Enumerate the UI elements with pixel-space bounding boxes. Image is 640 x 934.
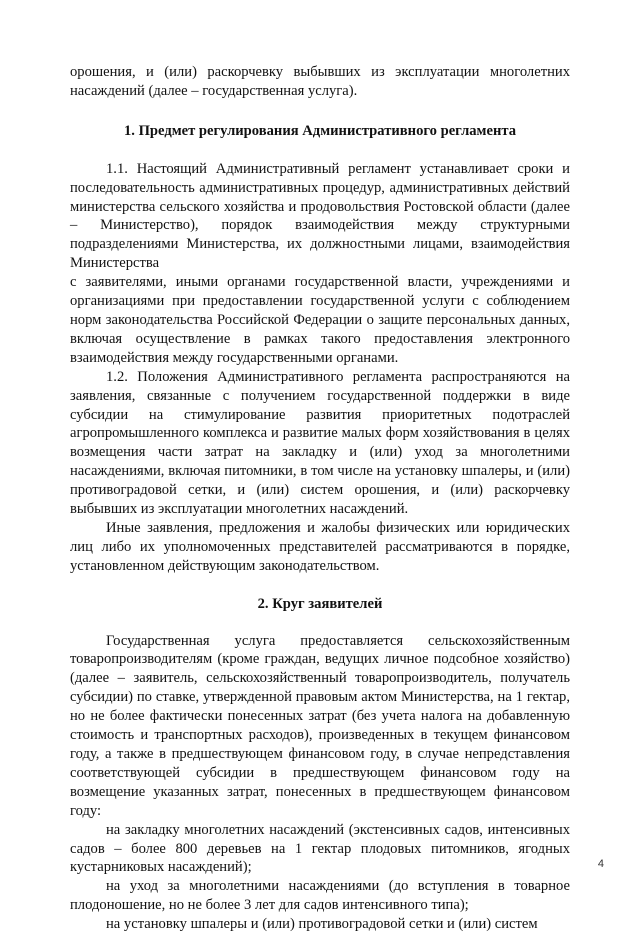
section-1-title: 1. Предмет регулирования Административного регламента bbox=[123, 122, 517, 139]
paragraph-2-1: Государственная услуга предоставляется сельскохозяйственным товаропроизводителям (кроме граждан, ведущих личное подсобное хозяйство) (далее – заявитель, сельскохозяйственный товаропроизводитель, получатель субсидии) по ставке, утвержденной правовым актом Министерства, на 1 гектар, но не более фактически понесенных затрат (без учета налога на добавленную стоимость и транспортных расходов), произведенных в текущем финансовом году, а также в предшествующем финансовом году, в случае непредставления соответствующей субсидии в предшествующем финансовом году на возмещение указанных затрат, понесенных в предшествующем финансовом году: bbox=[70, 632, 570, 819]
paragraph-2-4: на установку шпалеры и (или) противоградовой сетки и (или) систем bbox=[106, 916, 538, 933]
intro-paragraph: орошения, и (или) раскорчевку выбывших из эксплуатации многолетних насаждений (далее – государственная услуга). bbox=[70, 64, 570, 99]
paragraph-2-3: на уход за многолетними насаждениями (до вступления в товарное плодоношение, но не более 3 лет для садов интенсивного типа); bbox=[70, 878, 570, 914]
document-body bbox=[70, 63, 570, 934]
paragraph-1-2: 1.2. Положения Административного регламента распространяются на заявления, связанные с получением государственной поддержки в виде субсидии на стимулирование развития приоритетных подотраслей агропромышленного комплекса и развитие малых форм хозяйствования в целях возмещения части затрат на закладку и (или) уход за многолетними насаждениями, включая питомники, в том числе на установку шпалеры, и (или) противоградовой сетки, и (или) систем орошения, и (или) раскорчевку выбывших из эксплуатации многолетних насаждений. bbox=[70, 368, 570, 518]
paragraph-1-3: Иные заявления, предложения и жалобы физических или юридических лиц либо их уполномоченных представителей рассматриваются в порядке, установленном действующим законодательством. bbox=[70, 519, 570, 574]
paragraph-1-1-part-a: 1.1. Настоящий Административный регламент устанавливает сроки и последовательность административных процедур, административных действий министерства сельского хозяйства и продовольствия Ростовской области (далее – Министерство), порядок взаимодействия между структурными подразделениями Министерства, их должностными лицами, взаимодействия Министерства bbox=[70, 160, 570, 272]
paragraph-2-2: на закладку многолетних насаждений (экстенсивных садов, интенсивных садов – более 800 деревьев на 1 гектар плодовых питомников, ягодных кустарниковых насаждений); bbox=[70, 821, 570, 876]
section-2-title: 2. Круг заявителей bbox=[257, 595, 383, 612]
page-number: 4 bbox=[597, 858, 604, 870]
paragraph-1-1-part-b: с заявителями, иными органами государственной власти, учреждениями и организациями при предоставлении государственной услуги с соблюдением норм законодательства Российской Федерации о защите персональных данных, включая осуществление в рамках такого предоставления электронного взаимодействия между государственными органами. bbox=[70, 274, 570, 366]
